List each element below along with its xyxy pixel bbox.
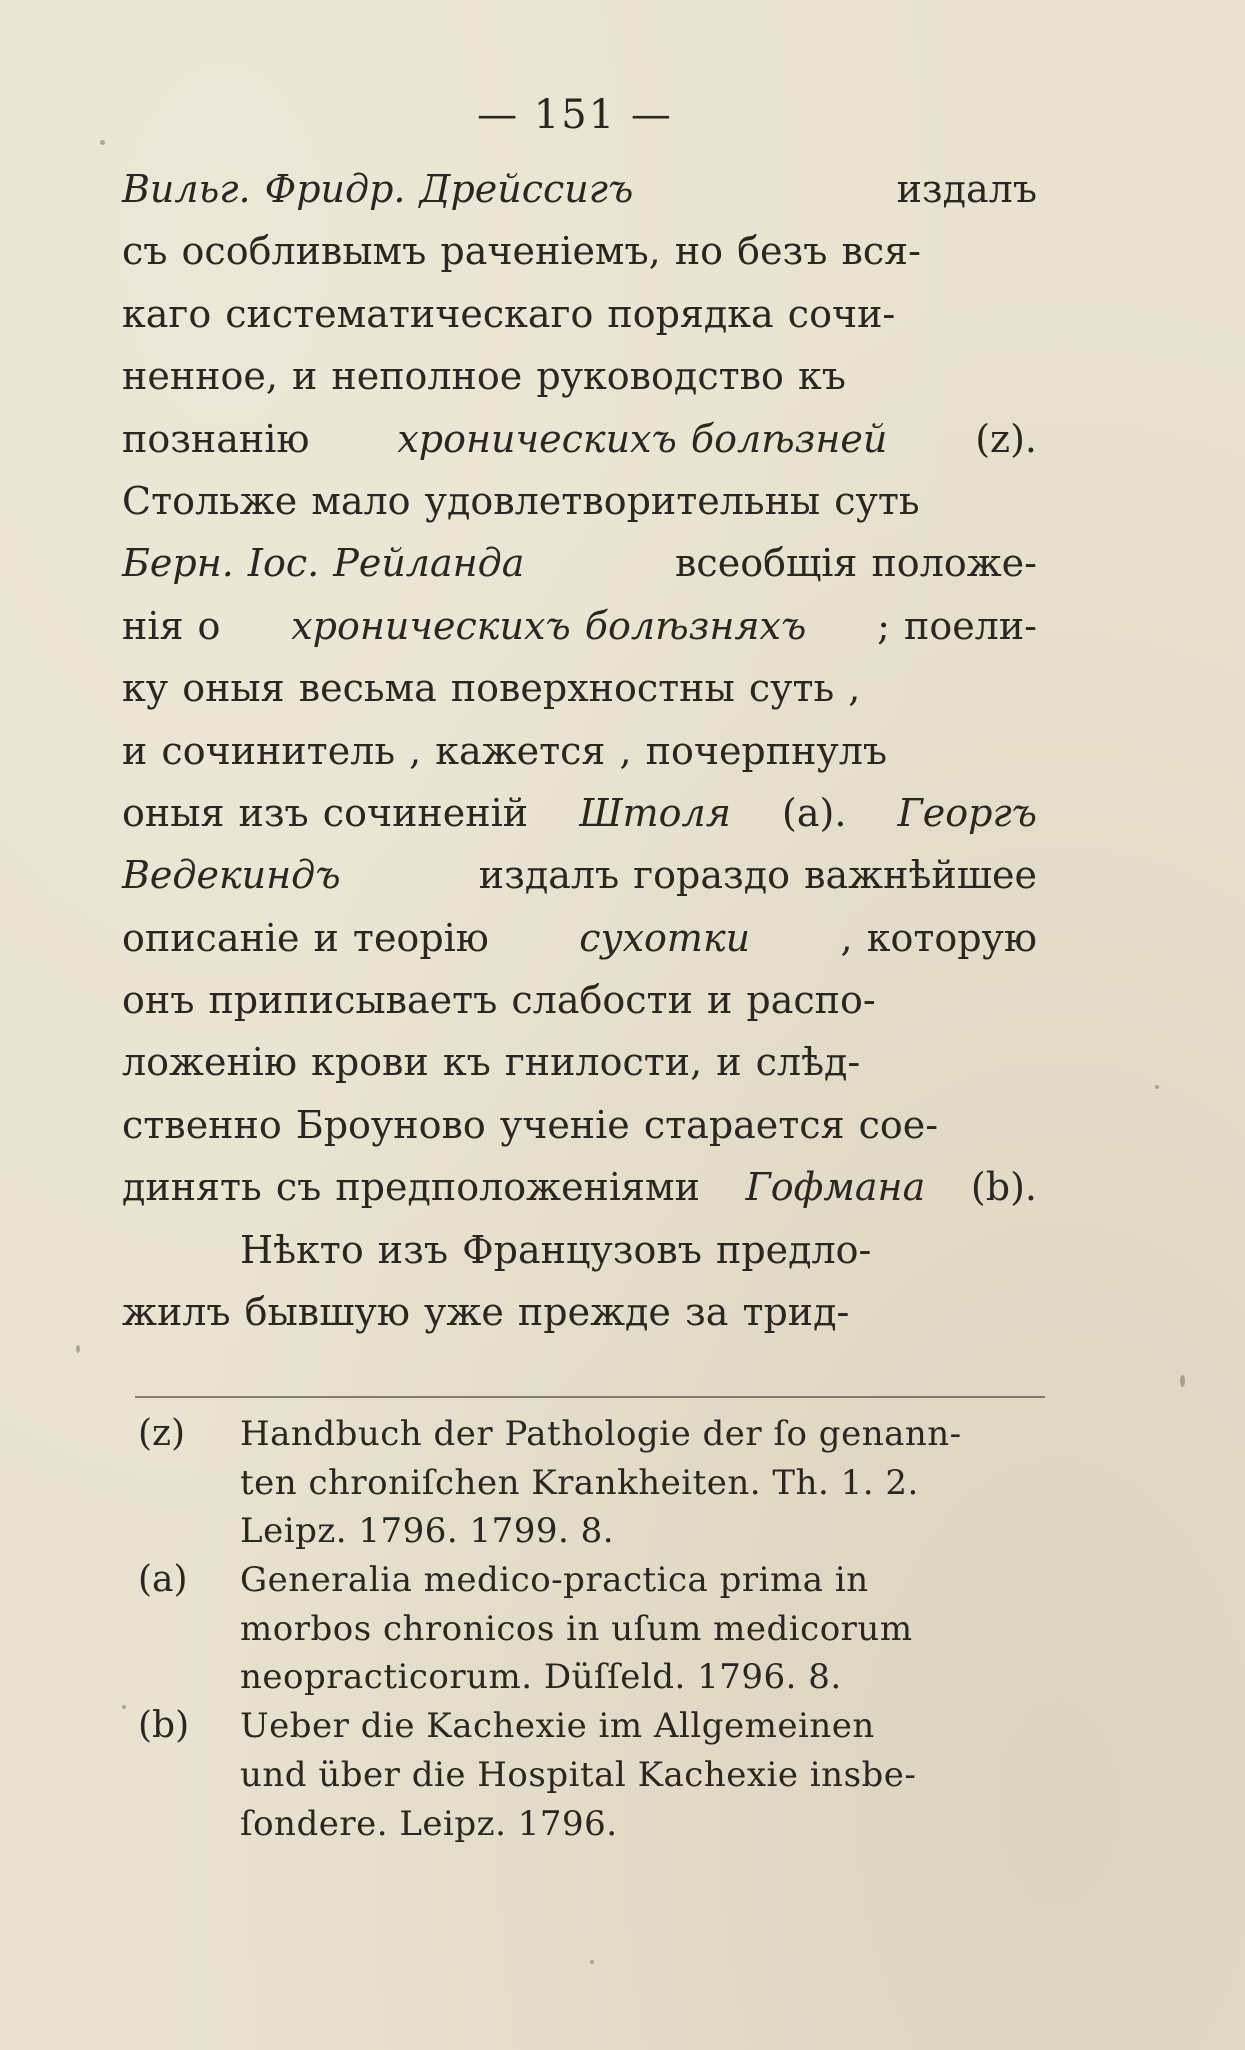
text-segment: Нѣкто изъ Французовъ предло- bbox=[240, 1227, 872, 1272]
footnote-text: und über die Hospital Kachexie insbe- bbox=[240, 1754, 917, 1795]
text-segment: ненное, и неполное руководство къ bbox=[122, 354, 846, 399]
text-line bbox=[122, 220, 1037, 282]
footnote-marker: (b) bbox=[138, 1705, 190, 1747]
text-segment: динять съ предположеніями bbox=[122, 1165, 700, 1210]
paper-speck bbox=[590, 1960, 594, 1964]
text-segment: издалъ гораздо важнѣйшее bbox=[478, 853, 1037, 898]
text-segment: издалъ bbox=[896, 167, 1037, 211]
text-line bbox=[122, 283, 1037, 345]
footnote-line bbox=[240, 1702, 1048, 1751]
text-segment: (z). bbox=[975, 416, 1037, 461]
text-segment: оныя изъ сочиненій bbox=[122, 790, 529, 835]
text-line bbox=[122, 1031, 1037, 1093]
text-segment: ; поели- bbox=[877, 603, 1037, 648]
text-line bbox=[122, 1219, 1037, 1281]
footnote-line bbox=[240, 1653, 1048, 1702]
footnote-text: Ueber die Kachexie im Allgemeinen bbox=[240, 1706, 875, 1747]
footnote-marker: (a) bbox=[138, 1559, 188, 1601]
page-number: — 151 — bbox=[477, 92, 673, 138]
paper-speck bbox=[100, 140, 105, 145]
footnote-separator-rule bbox=[135, 1396, 1045, 1398]
footnote bbox=[128, 1410, 1048, 1556]
text-segment: познанію bbox=[122, 416, 310, 461]
footnote-text: morbos chronicos in uſum medicorum bbox=[240, 1608, 913, 1649]
italic-text-segment: Ведекиндъ bbox=[122, 853, 341, 898]
footnote-text: Leipz. 1796. 1799. 8. bbox=[240, 1511, 615, 1552]
text-segment: жилъ бывшую уже прежде за трид- bbox=[122, 1290, 850, 1335]
text-segment: онъ приписываетъ слабости и распо- bbox=[122, 978, 876, 1023]
text-line bbox=[122, 595, 1037, 657]
body-text bbox=[122, 158, 1037, 1343]
text-segment: и сочинитель , кажется , почерпнулъ bbox=[122, 728, 888, 773]
footnote-text: neopracticorum. Düſſeld. 1796. 8. bbox=[240, 1657, 842, 1698]
text-line bbox=[122, 907, 1037, 969]
paper-speck bbox=[122, 1705, 126, 1709]
footnote-line bbox=[240, 1556, 1048, 1605]
text-segment: , которую bbox=[840, 915, 1037, 960]
text-segment: (b). bbox=[970, 1165, 1037, 1210]
footnote-line bbox=[240, 1410, 1048, 1459]
text-line bbox=[122, 1281, 1037, 1343]
text-segment: каго систематическаго порядка сочи- bbox=[122, 291, 896, 336]
text-line bbox=[122, 470, 1037, 532]
text-segment: (a). bbox=[782, 790, 847, 835]
italic-text-segment: Берн. Іос. Рейланда bbox=[122, 541, 525, 586]
text-line bbox=[122, 1156, 1037, 1218]
footnote-text: Handbuch der Pathologie der ſo genann- bbox=[240, 1414, 962, 1454]
footnote bbox=[128, 1702, 1048, 1848]
italic-text-segment: Штоля bbox=[579, 790, 731, 835]
text-segment: описаніе и теорію bbox=[122, 915, 489, 960]
italic-text-segment: сухотки bbox=[579, 915, 751, 960]
italic-text-segment: Георгъ bbox=[897, 790, 1037, 835]
footnote-marker: (z) bbox=[138, 1413, 186, 1454]
text-line bbox=[122, 782, 1037, 844]
footnote-line bbox=[240, 1751, 1048, 1800]
text-line bbox=[122, 158, 1037, 220]
text-segment: ку оныя весьма поверхностны суть , bbox=[122, 666, 861, 711]
text-line bbox=[122, 532, 1037, 594]
footnote-text: ten chroniſchen Krankheiten. Th. 1. 2. bbox=[240, 1462, 919, 1503]
footnote-text: Generalia medico-practica prima in bbox=[240, 1560, 869, 1601]
text-segment: ственно Броуново ученіе старается соe- bbox=[122, 1102, 939, 1147]
text-segment: нія о bbox=[122, 603, 221, 648]
italic-text-segment: хроническихъ болѣзняхъ bbox=[291, 603, 807, 648]
italic-text-segment: Вильг. Фридр. Дрейссигъ bbox=[122, 167, 634, 211]
footnote-line bbox=[240, 1507, 1048, 1556]
text-line bbox=[122, 408, 1037, 470]
footnotes bbox=[128, 1410, 1048, 1848]
text-segment: съ особливымъ раченіемъ, но безъ вся- bbox=[122, 229, 921, 274]
paper-speck bbox=[1180, 1375, 1185, 1387]
italic-text-segment: хроническихъ болѣзней bbox=[397, 416, 888, 461]
text-segment: всеобщія положе- bbox=[675, 541, 1037, 586]
footnote-line bbox=[240, 1800, 1048, 1849]
paper-speck bbox=[1155, 1085, 1159, 1089]
text-segment: ложенію крови къ гнилости, и слѣд- bbox=[122, 1040, 861, 1085]
footnote bbox=[128, 1556, 1048, 1702]
text-line bbox=[122, 969, 1037, 1031]
footnote-line bbox=[240, 1605, 1048, 1654]
text-line bbox=[122, 844, 1037, 906]
paper-speck bbox=[76, 1345, 80, 1353]
footnote-line bbox=[240, 1459, 1048, 1508]
text-segment: Стольже мало удовлетворительны суть bbox=[122, 478, 920, 523]
footnote-text: ſondere. Leipz. 1796. bbox=[240, 1803, 618, 1844]
text-line bbox=[122, 1094, 1037, 1156]
text-line bbox=[122, 345, 1037, 407]
text-line bbox=[122, 720, 1037, 782]
italic-text-segment: Гофмана bbox=[745, 1165, 926, 1210]
text-line bbox=[122, 657, 1037, 719]
